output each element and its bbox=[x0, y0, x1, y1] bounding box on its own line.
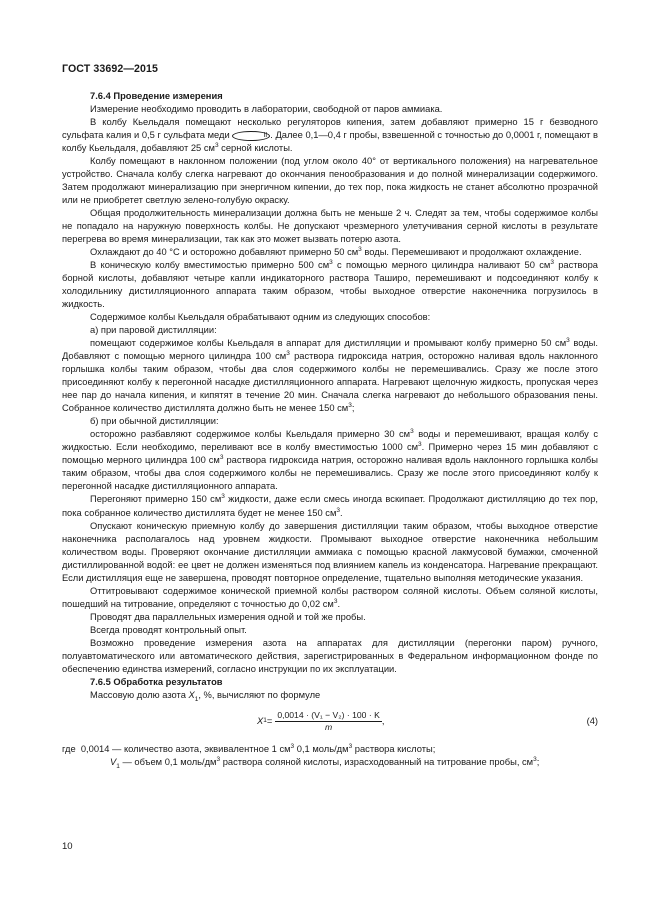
section-heading-7-6-5: 7.6.5 Обработка результатов bbox=[90, 676, 223, 687]
standard-header: ГОСТ 33692—2015 bbox=[62, 63, 159, 75]
formula-lhs: X bbox=[257, 715, 264, 726]
definition-row: где 0,0014 — количество азота, эквивалентное 1 $см^3$ 0,1 моль/$дм^3$ раствора кислоты; bbox=[62, 742, 436, 754]
page-number: 10 bbox=[62, 841, 73, 852]
paragraph: Охлаждают до 40 °С и осторожно добавляют примерно 50 $см^3$ воды. Перемешивают и продолжают охлаждение. bbox=[90, 246, 582, 258]
page-body bbox=[62, 90, 598, 769]
list-item: б) при обычной дистилляции: bbox=[90, 416, 219, 427]
section-heading-7-6-4: 7.6.4 Проведение измерения bbox=[90, 91, 223, 101]
paragraph: Оттитровывают содержимое конической приемной колбы раствором соляной кислоты. Объем соляной кислоты, пошедший на титрование, определяют с точностью до 0,02 $см^3$. bbox=[62, 585, 598, 609]
paragraph: помещают содержимое колбы Кьельдаля в аппарат для дистилляции и промывают колбу примерно 50 $см^3$ воды. Добавляют с помощью мерного цилиндра 100 $см^3$ раствора гидроксида натрия, осторожно наливая вдоль наклонного горлышка колбы таким образом, чтобы два слоя содержимого колбы не перемешивались. Сразу же после этого присоединяют колбу к перегонной насадке дистилляционного аппарата. Нагревают щелочную жидкость, пропуская через нее пар до начала кипения, и кипятят в течение 20 мин. Сначала слегка нагревают до небольшого образования пены. Собранное количество дистиллята должно быть не менее 150 $см^3$; bbox=[62, 337, 599, 414]
paragraph: Содержимое колбы Кьельдаля обрабатывают одним из следующих способов: bbox=[90, 312, 431, 323]
roman-numeral-badge: II bbox=[232, 131, 270, 141]
paragraph: Общая продолжительность минерализации должна быть не меньше 2 ч. Следят за тем, чтобы содержимое колбы не попадало на наружную поверхность колбы. Не допускают чрезмерного улетучивания серной кислоты в результате перегрева во время минерализации, так как это может вызвать потерю азота. bbox=[62, 208, 598, 245]
paragraph: осторожно разбавляют содержимое колбы Кьельдаля примерно 30 $см^3$ воды и перемешивают, вращая колбу с жидкостью. Если необходимо, переливают все в колбу вместимостью 1000 $см^3$. Примерно через 15 мин добавляют с помощью мерного цилиндра 100 $см^3$ раствора гидроксида натрия, осторожно наливая вдоль наклонного горлышка колбы таким образом, чтобы два слоя содержимого колбы не перемешивались. Сразу же после этого присоединяют колбу к перегонной насадке дистилляционного аппарата. bbox=[62, 428, 598, 492]
formula-numerator: 0,0014 · (V₁ − V₂) · 100 · K bbox=[277, 709, 380, 720]
paragraph: Перегоняют примерно 150 $см^3$ жидкости, даже если смесь иногда вскипает. Продолжают дистилляцию до тех пор, пока собранное количество дистиллята будет не менее 150 $см^3$. bbox=[62, 493, 598, 518]
definition-row: $V_1$ — объем 0,1 моль/$дм^3$ раствора соляной кислоты, израсходованный на титрование пробы, $см^3$; bbox=[110, 755, 540, 770]
formula-block bbox=[62, 706, 598, 740]
list-item: а) при паровой дистилляции: bbox=[90, 325, 217, 336]
paragraph: Опускают коническую приемную колбу до завершения дистилляции таким образом, чтобы выходное отверстие наконечника располагалось над уровнем жидкости. Промывают выходное отверстие наконечника небольшим количеством воды. Проверяют окончание дистилляции аммиака с помощью красной лакмусовой бумажки, смоченной дистиллированной водой: ее цвет не должен изменяться под влиянием капель из конденсатора. Нагревание прекращают. Если дистилляция еще не завершена, проводят повторное определение, тщательно выполняя методические указания. bbox=[62, 520, 598, 583]
equation-number: (4) bbox=[586, 715, 598, 726]
formula-fraction bbox=[275, 710, 381, 733]
paragraph: Массовую долю азота $X_1$, %, вычисляют по формуле bbox=[90, 689, 321, 703]
formula-denominator: m bbox=[324, 721, 333, 732]
paragraph: Измерение необходимо проводить в лаборатории, свободной от паров аммиака. bbox=[90, 104, 443, 115]
paragraph: Проводят два параллельных измерения одной и той же пробы. bbox=[90, 611, 366, 622]
paragraph: Всегда проводят контрольный опыт. bbox=[90, 624, 247, 635]
paragraph: В коническую колбу вместимостью примерно 500 $см^3$ с помощью мерного цилиндра наливают 50 $см^3$ раствора борной кислоты, добавляют четыре капли индикаторного раствора Таширо, перемешивают и подсоединяют колбу к холодильнику дистилляционного аппарата таким образом, чтобы выходное отверстие наконечника погрузилось в жидкость. bbox=[62, 259, 599, 310]
paragraph: Колбу помещают в наклонном положении (под углом около 40° от вертикального положения) на нагревательное устройство. Сначала колбу слегка нагревают до окончания пенообразования и до полной минерализации содержимого. Затем продолжают минерализацию при энергичном кипении, до тех пор, пока жидкость не станет абсолютно прозрачной или не приобретет светлую зелено-голубую окраску. bbox=[62, 156, 598, 206]
formula: X 1 = $\frac{\text{0,0014 · (V₁ − V₂) · 100 · K}}{m}$ , bbox=[257, 709, 385, 732]
paragraph: В колбу Кьельдаля помещают несколько регуляторов кипения, затем добавляют примерно 15 г безводного сульфата калия и 0,5 г сульфата меди II . Далее 0,1—0,4 г пробы, взвешенной с точностью до 0,0001 г, помещают в колбу Кьельдаля, добавляют 25 $см^3$ серной кислоты. bbox=[62, 117, 598, 154]
paragraph: Возможно проведение измерения азота на аппаратах для дистилляции (перегонки паром) ручного, полуавтоматического или автоматического действия, зарегистрированных в Федеральном информационном фонде по обеспечению единства измерений, согласно инструкции по их эксплуатации. bbox=[62, 637, 598, 674]
